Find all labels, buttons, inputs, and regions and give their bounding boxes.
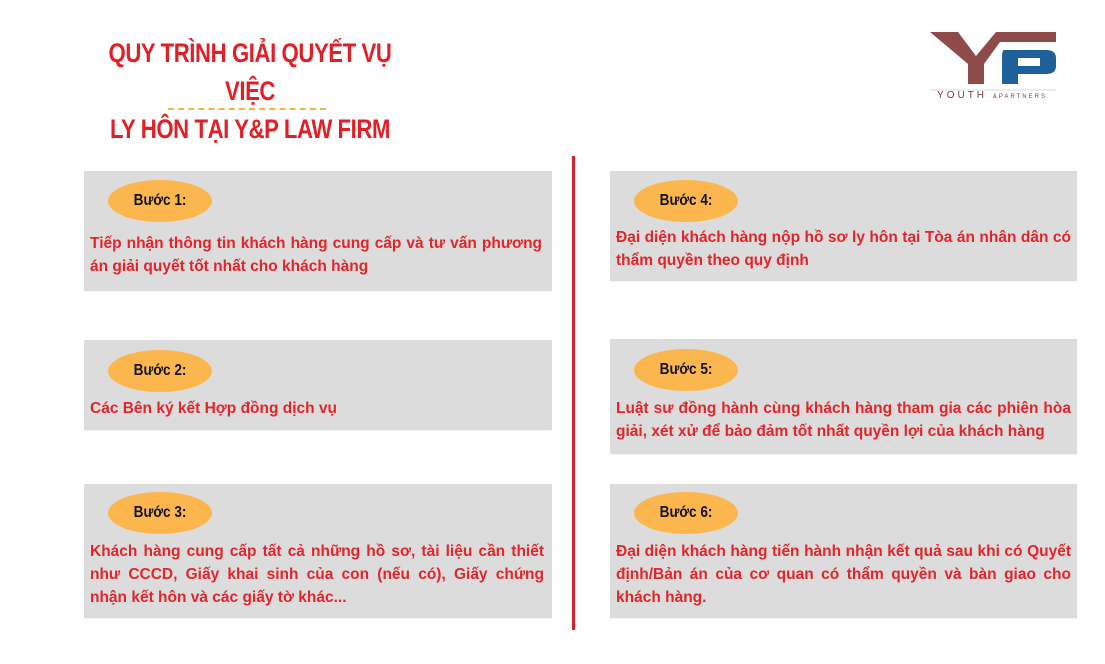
step-card-3 xyxy=(84,484,552,618)
logo-amp: & xyxy=(992,94,999,100)
step-text-5: Luật sư đồng hành cùng khách hàng tham gia các phiên hòa giải, xét xử để bảo đảm tốt nhất quyền lợi của khách hàng xyxy=(616,400,1071,440)
step-card-6 xyxy=(610,484,1077,618)
title-dashed-underline xyxy=(168,108,326,110)
step-badge-1: Bước 1: xyxy=(108,180,212,222)
step-badge-6: Bước 6: xyxy=(634,492,738,534)
step-text-3: Khách hàng cung cấp tất cả những hồ sơ, tài liệu cần thiết như CCCD, Giấy khai sinh của con (nếu có), Giấy chứng nhận kết hôn và các giấy tờ khác... xyxy=(90,543,544,606)
step-card-5 xyxy=(610,339,1077,454)
step-card-1 xyxy=(84,171,552,291)
logo-suffix: PARTNERS xyxy=(998,94,1047,100)
logo-name: YOUTH xyxy=(937,90,988,101)
step-badge-3: Bước 3: xyxy=(108,492,212,534)
center-divider xyxy=(572,156,575,630)
step-card-4 xyxy=(610,171,1077,281)
step-text-1: Tiếp nhận thông tin khách hàng cung cấp và tư vấn phương án giải quyết tốt nhất cho khách hàng xyxy=(90,235,542,275)
step-badge-5: Bước 5: xyxy=(634,349,738,391)
step-badge-4: Bước 4: xyxy=(634,180,738,222)
step-card-2 xyxy=(84,340,552,430)
step-text-2: Các Bên ký kết Hợp đồng dịch vụ xyxy=(90,400,338,417)
step-text-6: Đại diện khách hàng tiến hành nhận kết quả sau khi có Quyết định/Bản án của cơ quan có thẩm quyền và bàn giao cho khách hàng. xyxy=(616,543,1071,606)
step-text-4: Đại diện khách hàng nộp hồ sơ ly hôn tại Tòa án nhân dân có thẩm quyền theo quy định xyxy=(616,229,1071,269)
step-badge-2: Bước 2: xyxy=(108,350,212,392)
page-title xyxy=(94,34,406,148)
title-line-2: LY HÔN TẠI Y&P LAW FIRM xyxy=(109,114,391,144)
logo-caption xyxy=(928,90,1056,101)
title-line-1: QUY TRÌNH GIẢI QUYẾT VỤ VIỆC xyxy=(108,38,392,106)
